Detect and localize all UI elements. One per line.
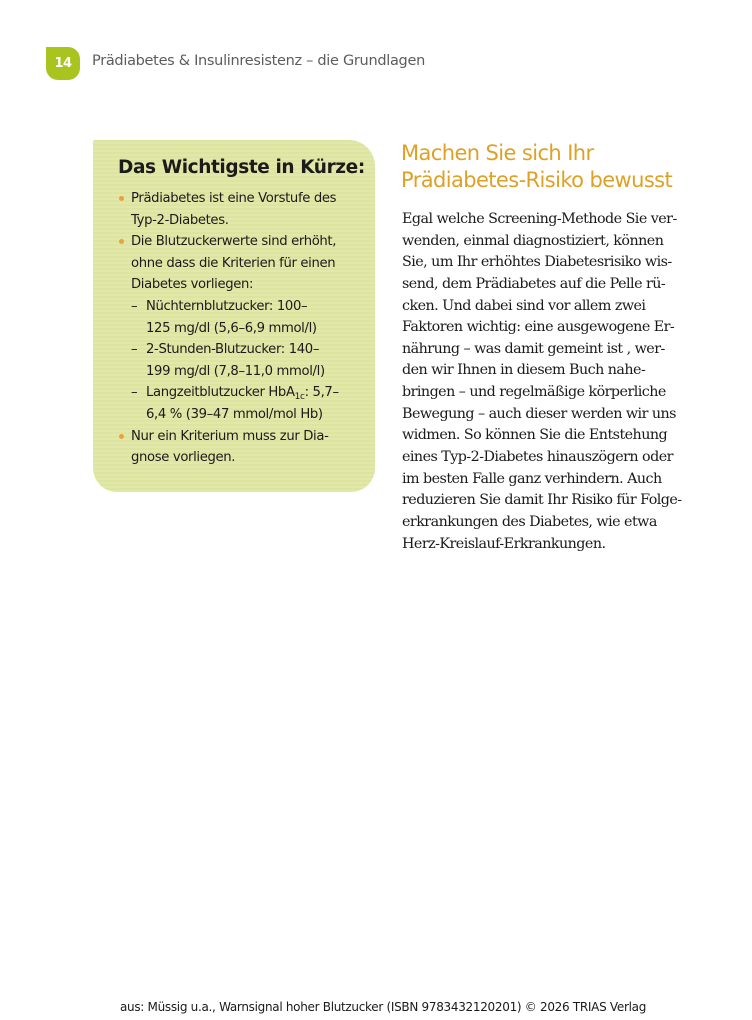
hba1c-subscript: 1c (294, 392, 305, 403)
list-item (93, 426, 375, 469)
hba1c-value: : 5,7– (304, 385, 339, 401)
dash-icon: – (131, 298, 138, 314)
hba1c-label: Langzeitblutzucker HbA (146, 385, 295, 401)
paragraph-line: widmen. So können Sie die Entstehung (402, 427, 668, 444)
sub-list-item-text (93, 385, 339, 403)
paragraph-line: im besten Falle ganz verhindern. Auch (402, 470, 662, 487)
list-item (93, 231, 375, 296)
sub-list-item-text: 2-Stunden-Blutzucker: 140– (146, 342, 320, 358)
dash-icon: – (131, 385, 138, 401)
list-item (93, 188, 375, 231)
sub-list-item (93, 339, 375, 382)
sub-list-item-text: 125 mg/dl (5,6–6,9 mmol/l) (146, 320, 317, 336)
paragraph-line: nährung – was damit gemeint ist , wer- (402, 340, 665, 357)
page-number: 14 (54, 56, 72, 71)
summary-list (93, 188, 375, 469)
list-item-text: Typ-2-Diabetes. (131, 212, 229, 228)
list-item-text: gnose vorliegen. (131, 450, 236, 466)
paragraph-line: erkrankungen des Diabetes, wie etwa (402, 513, 657, 530)
page-number-badge (46, 47, 80, 80)
running-header-title: Prädiabetes & Insulinresistenz – die Grundlagen (92, 53, 425, 69)
sub-list-item (93, 382, 375, 425)
paragraph-line: reduzieren Sie damit Ihr Risiko für Folge- (402, 492, 682, 509)
list-item-text: ohne dass die Kriterien für einen (131, 255, 336, 271)
body-paragraph (402, 209, 712, 555)
paragraph-line: send, dem Prädiabetes auf die Pelle rü- (402, 275, 666, 292)
paragraph-line: den wir Ihnen in diesem Buch nahe- (402, 362, 646, 379)
section-heading (401, 140, 672, 194)
paragraph-line: Egal welche Screening-Methode Sie ver- (402, 211, 677, 227)
list-item-text: Nur ein Kriterium muss zur Dia- (131, 428, 329, 444)
paragraph-line: eines Typ-2-Diabetes hinauszögern oder (402, 449, 673, 466)
list-item-text: Prädiabetes ist eine Vorstufe des (131, 191, 337, 206)
paragraph-line: wenden, einmal diagnostiziert, können (402, 232, 664, 249)
paragraph-line: Faktoren wichtig: eine ausgewogene Er- (402, 319, 675, 336)
paragraph-line: cken. Und dabei sind vor allem zwei (402, 297, 646, 314)
paragraph-line: bringen – und regelmäßige körperliche (402, 384, 666, 401)
sub-list-item-text: 6,4 % (39–47 mmol/mol Hb) (146, 406, 323, 422)
sub-list-item-text: Nüchternblutzucker: 100– (146, 298, 308, 314)
summary-box (93, 140, 375, 492)
summary-box-title: Das Wichtigste in Kürze: (118, 157, 365, 178)
section-heading-line: Machen Sie sich Ihr (401, 141, 594, 165)
dash-icon: – (131, 342, 138, 358)
paragraph-line: Herz-Kreislauf-Erkrankungen. (402, 535, 606, 552)
sub-list-item-text: 199 mg/dl (7,8–11,0 mmol/l) (146, 363, 325, 379)
section-heading-line: Prädiabetes-Risiko bewusst (401, 168, 673, 192)
paragraph-line: Bewegung – auch dieser werden wir uns (402, 405, 676, 422)
footer-citation: aus: Müssig u.a., Warnsignal hoher Blutzucker (ISBN 9783432120201) © 2026 TRIAS Verlag (119, 1000, 647, 1014)
sub-list-item (93, 296, 375, 339)
list-item-text: Die Blutzuckerwerte sind erhöht, (131, 234, 337, 250)
paragraph-line: Sie, um Ihr erhöhtes Diabetesrisiko wis- (402, 254, 672, 271)
list-item-text: Diabetes vorliegen: (131, 277, 254, 293)
